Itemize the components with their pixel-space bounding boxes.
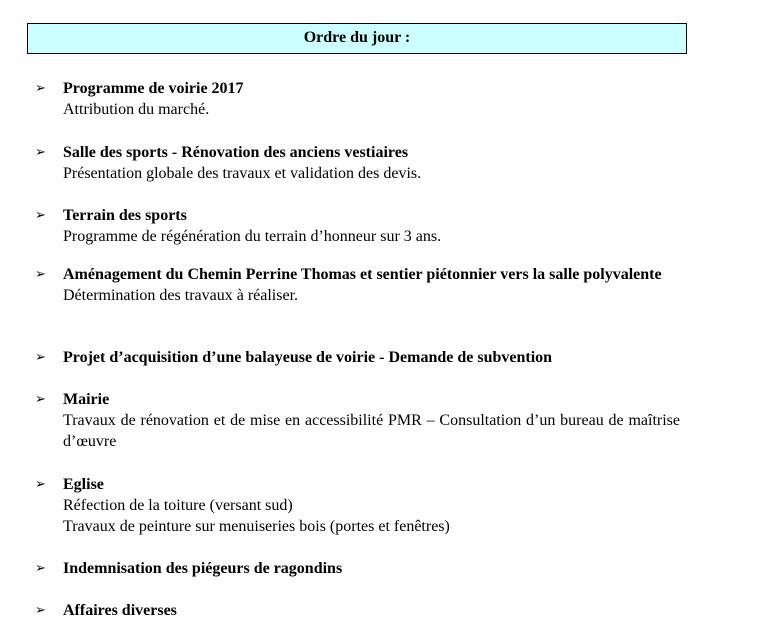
agenda-item-detail: Attribution du marché.	[63, 101, 210, 118]
agenda-item-salle-des-sports	[35, 142, 680, 184]
agenda-header	[27, 23, 687, 54]
agenda-item-affaires-diverses	[35, 600, 680, 621]
agenda-item-title: Aménagement du Chemin Perrine Thomas et sentier piétonnier vers la salle polyvalente	[63, 266, 662, 283]
agenda-item-title: Mairie	[63, 391, 110, 408]
agenda-item-title: Eglise	[63, 476, 104, 493]
agenda-item-title: Projet d’acquisition d’une balayeuse de voirie - Demande de subvention	[63, 349, 553, 366]
arrowhead-bullet-icon: ➢	[35, 477, 46, 492]
arrowhead-bullet-icon: ➢	[35, 350, 46, 365]
agenda-item-detail: Détermination des travaux à réaliser.	[63, 287, 299, 304]
agenda-item-title: Programme de voirie 2017	[63, 80, 244, 97]
agenda-item-indemnisation-piegeurs	[35, 558, 680, 579]
agenda-item-acquisition-balayeuse	[35, 347, 680, 368]
arrowhead-bullet-icon: ➢	[35, 561, 46, 576]
arrowhead-bullet-icon: ➢	[35, 81, 46, 96]
agenda-item-amenagement-chemin	[35, 264, 680, 306]
arrowhead-bullet-icon: ➢	[35, 145, 46, 160]
agenda-item-terrain-des-sports	[35, 205, 680, 247]
arrowhead-bullet-icon: ➢	[35, 267, 46, 282]
agenda-item-mairie	[35, 389, 680, 452]
arrowhead-bullet-icon: ➢	[35, 603, 46, 618]
agenda-item-title: Affaires diverses	[63, 602, 177, 619]
agenda-item-title: Salle des sports - Rénovation des anciens vestiaires	[63, 144, 409, 161]
agenda-item-detail: Travaux de peinture sur menuiseries bois (portes et fenêtres)	[63, 518, 450, 535]
agenda-item-detail: Programme de régénération du terrain d’honneur sur 3 ans.	[63, 228, 442, 245]
agenda-item-detail: Travaux de rénovation et de mise en accessibilité PMR – Consultation d’un bureau de maîtrise d’œuvre	[63, 412, 680, 450]
agenda-header-title: Ordre du jour :	[303, 29, 411, 46]
arrowhead-bullet-icon: ➢	[35, 208, 46, 223]
agenda-item-eglise	[35, 474, 680, 537]
agenda-item-detail: Présentation globale des travaux et validation des devis.	[63, 165, 422, 182]
arrowhead-bullet-icon: ➢	[35, 392, 46, 407]
agenda-item-title: Terrain des sports	[63, 207, 187, 224]
agenda-item-detail: Réfection de la toiture (versant sud)	[63, 497, 293, 514]
agenda-item-title: Indemnisation des piégeurs de ragondins	[63, 560, 343, 577]
agenda-item-programme-voirie	[35, 78, 680, 120]
